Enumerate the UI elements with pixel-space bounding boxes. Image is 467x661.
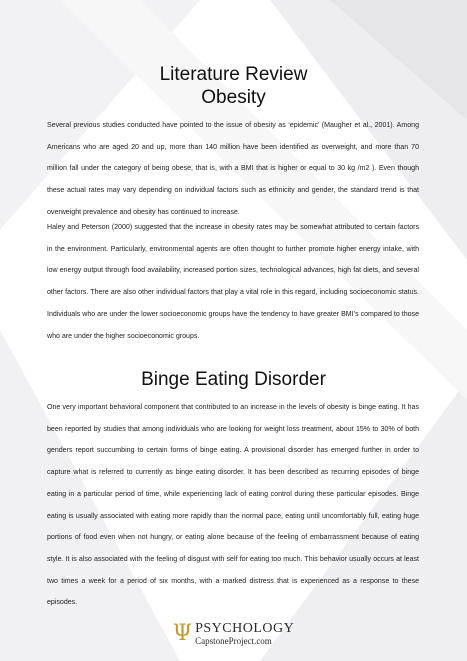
document-title: Literature Review [159,64,308,85]
section-heading-binge-eating: Binge Eating Disorder [141,369,326,390]
psi-icon: Ψ [172,621,193,646]
footer [0,622,467,646]
logo-text [195,622,294,646]
document-subtitle: Obesity [201,87,266,108]
brand-logo[interactable] [173,622,294,646]
logo-line-1: PSYCHOLOGY [195,621,295,636]
paragraph-environmental-factors: Haley and Peterson (2000) suggested that the increase in obesity rates may be somewhat attributed to certain factors in the environment. Particularly, environmental agents are often thought to further promote higher energy intake, with low energy output through food availability, increased portion sizes, technological advances, high fat diets, and several other factors. There are also other individual factors that play a vital role in this regard, including socioeconomic status. Individuals who are under the lower socioeconomic groups have the tendency to have greater BMI’s compared to those who are under the higher socioeconomic groups. [47,224,419,340]
paragraph-obesity-prevalence: Several previous studies conducted have pointed to the issue of obesity as ‘epidemic’ (Maugher et al., 2001). Among Americans who are aged 20 and up, more than 140 million have been identified as overweight, and more than 70 million fall under the category of being obese, that is, with a BMI that is higher or equal to 30 kg /m2 ). Even though these actual rates may vary depending on individual factors such as ethnicity and gender, the standard trend is that overweight prevalence and obesity has continued to increase. [47,122,419,216]
paragraph-binge-eating: One very important behavioral component that contributed to an increase in the levels of obesity is binge eating. It has been reported by studies that among individuals who are looking for weight loss treatment, about 15% to 30% of both genders report succumbing to certain forms of binge eating. A provisional disorder has emerged further in order to capture what is referred to currently as binge eating disorder. It has been described as recurring episodes of binge eating in a particular period of time, while experiencing lack of eating control during these particular episodes. Binge eating is usually associated with eating more rapidly than the normal pace, eating until uncomfortably full, eating huge portions of food even when not hungry, or eating alone because of the feeling of embarrassment because of eating style. It is also associated with the feeling of disgust with self for eating too much. This behavior usually occurs at least two times a week for a period of six months, with a marked distress that is experienced as a response to these episodes. [47,404,419,607]
logo-line-2: CapstoneProject.com [195,636,272,646]
